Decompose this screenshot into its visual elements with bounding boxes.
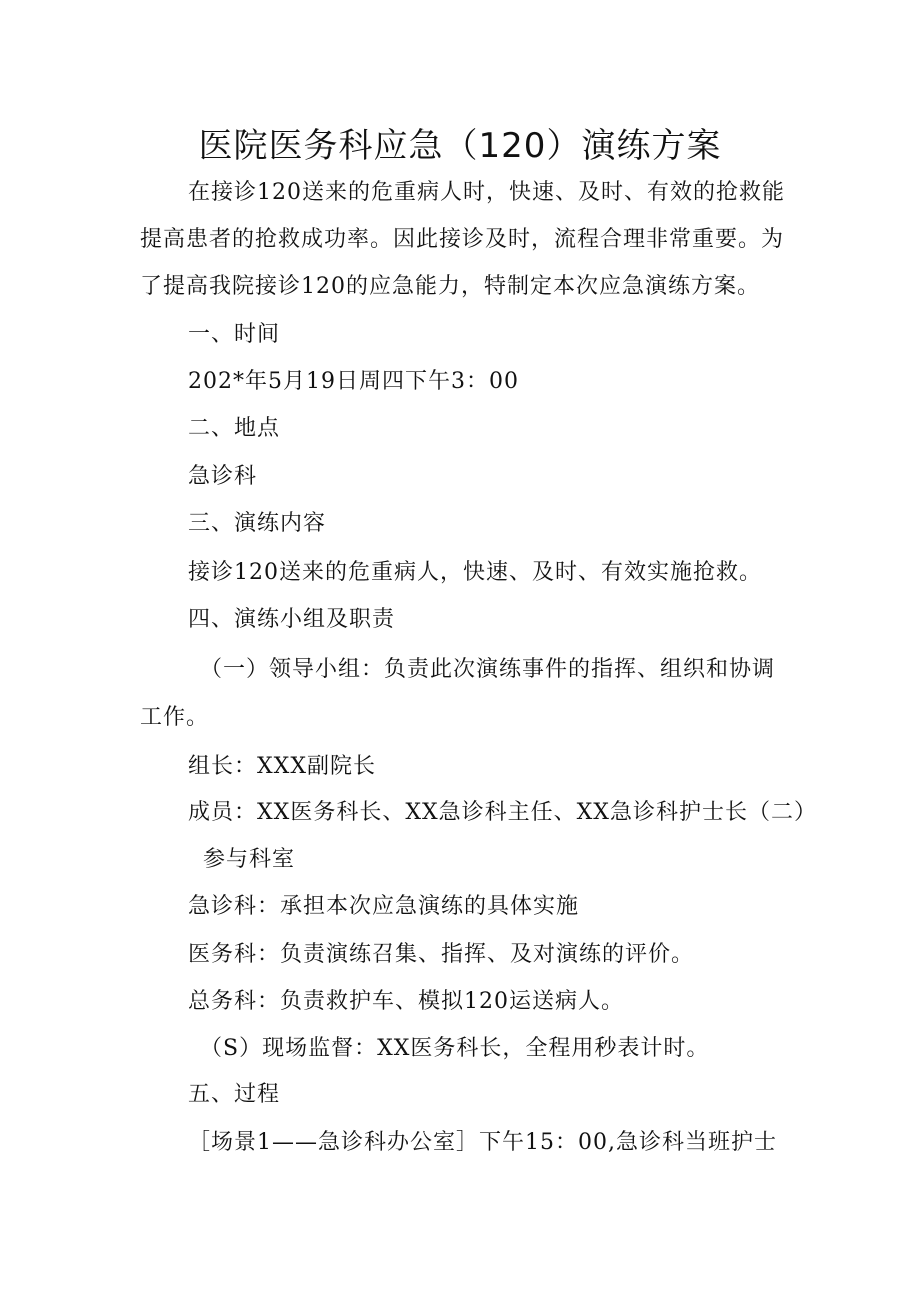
section-heading-location: 二、地点	[188, 416, 281, 441]
group-members: 成员：XX医务科长、XX急诊科主任、XX急诊科护士长（二）	[188, 800, 817, 825]
location-value: 急诊科	[188, 464, 258, 489]
paragraph-intro-line-1: 在接诊120送来的危重病人时，快速、及时、有效的抢救能	[188, 180, 785, 205]
section-heading-content: 三、演练内容	[188, 511, 327, 536]
department-general-affairs: 总务科：负责救护车、模拟120运送病人。	[188, 989, 624, 1014]
leadership-group-line-1: （一）领导小组：负责此次演练事件的指挥、组织和协调	[200, 657, 776, 682]
section-heading-process: 五、过程	[188, 1082, 281, 1107]
content-value: 接诊120送来的危重病人，快速、及时、有效实施抢救。	[188, 560, 762, 585]
process-scene-1: ［场景1——急诊科办公室］下午15：00,急诊科当班护士	[188, 1130, 777, 1155]
department-medical-affairs: 医务科：负责演练召集、指挥、及对演练的评价。	[188, 942, 695, 967]
paragraph-intro-line-2: 提高患者的抢救成功率。因此接诊及时，流程合理非常重要。为	[140, 227, 785, 252]
participating-departments-heading: 参与科室	[203, 847, 296, 872]
group-leader: 组长：XXX副院长	[188, 754, 376, 779]
document-title: 医院医务科应急（120）演练方案	[198, 126, 722, 166]
onsite-supervision: （S）现场监督：XX医务科长，全程用秒表计时。	[200, 1036, 710, 1061]
department-emergency: 急诊科：承担本次应急演练的具体实施	[188, 894, 580, 919]
paragraph-intro-line-3: 了提高我院接诊120的应急能力，特制定本次应急演练方案。	[140, 274, 760, 299]
section-heading-groups: 四、演练小组及职责	[188, 607, 396, 632]
leadership-group-line-2: 工作。	[140, 705, 210, 730]
section-heading-time: 一、时间	[188, 322, 281, 347]
time-value: 202*年5月19日周四下午3：00	[188, 369, 519, 394]
